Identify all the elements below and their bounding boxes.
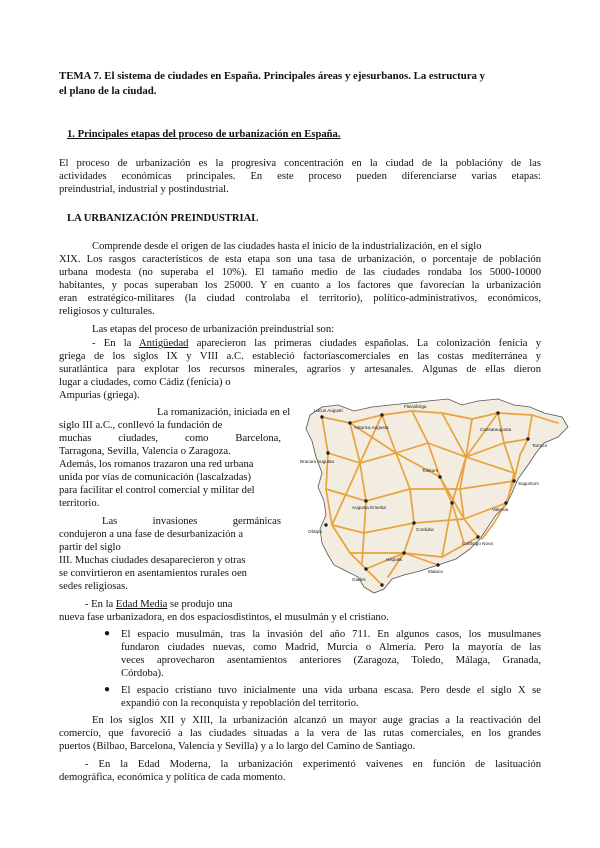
invasiones-line-2: condujeron a una fase de desurbanización a — [59, 529, 244, 540]
siglos-line-3: puertos (Bilbao, Barcelona, Valencia y Sevilla) y a lo largo del Camino de Santiago. — [59, 741, 416, 752]
p1-line-4: habitantes, y pocas superaban los 25000. Y en cuanto a los factores que favorecían la urbanización — [59, 280, 541, 291]
document-title-line-2: el plano de la ciudad. — [59, 85, 157, 97]
map-label-carthago-nova: Carthago Nova — [462, 541, 493, 546]
invasiones-line-4: III. Muchas ciudades desaparecieron y otras — [59, 555, 246, 566]
city-marker — [436, 563, 439, 566]
p1-line-2: XIX. Los rasgos característicos de esta etapa son una tasa de urbanización, o porcentaje de población — [59, 254, 541, 265]
map-label-flaviobriga: Flaviobriga — [404, 404, 427, 409]
invasiones-line-3: partir del siglo — [59, 542, 121, 553]
map-label-augusta-emerita: Augusta Emerita — [352, 505, 386, 510]
antiguedad-line-1-rest: aparecieron las primeras ciudades españolas. La colonización fenicia y — [188, 338, 541, 349]
romanizacion-line-1: La romanización, iniciada en el — [157, 407, 291, 418]
invasiones-line-1: Las invasiones germánicas — [102, 516, 281, 527]
city-marker — [512, 479, 515, 482]
bullet-1-line-1: El espacio musulmán, tras la invasión del año 711. En algunos casos, los musulmanes — [121, 629, 541, 640]
map-label-corduba: Corduba — [416, 527, 434, 532]
p1-line-5: eran estratégico-militares (la ciudad controlaba el territorio), político-administrativos, económicos, — [59, 293, 541, 304]
romanizacion-line-3: muchas ciudades, como Barcelona, — [59, 433, 281, 444]
romanizacion-line-6: unida por vías de comunicación (lascalzadas) — [59, 472, 252, 483]
map-label-tarraco: Tarraco — [532, 443, 548, 448]
map-label-asturica-augusta: Asturica Augusta — [354, 425, 389, 430]
subheading-preindustrial: LA URBANIZACIÓN PREINDUSTRIAL — [67, 213, 259, 224]
map-label-lucus-augusti: Lucus Augusti — [314, 408, 343, 413]
romanizacion-line-2: siglo III a.C., conllevó la fundación de — [59, 420, 223, 431]
antiguedad-line-2: griega de los siglos IX y VIII a.C. estableció factoríascomerciales en las costas mediterránea y — [59, 351, 541, 362]
edad-media-line-1 — [85, 598, 232, 611]
edad-media-line-1-rest: se produjo una — [167, 599, 233, 610]
document-title-line-1: TEMA 7. El sistema de ciudades en España. Principales áreas y ejesurbanos. La estructura y — [59, 70, 485, 82]
city-marker — [450, 501, 453, 504]
siglos-line-1: En los siglos XII y XIII, la urbanización alcanzó un mayor auge gracias a la reactivación del — [92, 715, 541, 726]
invasiones-line-5: se convirtieron en asentamientos rurales oen — [59, 568, 247, 579]
city-marker — [348, 421, 351, 424]
city-marker — [320, 415, 323, 418]
city-marker — [364, 499, 367, 502]
romanizacion-line-4: Tarragona, Sevilla, Valencia o Zaragoza. — [59, 446, 231, 457]
city-marker — [380, 583, 383, 586]
antiguedad-line-1 — [92, 337, 541, 350]
map-label-bracara-augusta: Bracara Augusta — [300, 459, 334, 464]
bullet-2-line-1: El espacio cristiano tuvo inicialmente una vida urbana escasa. Pero desde el siglo X se — [121, 685, 541, 696]
map-label-malaca: Malaca — [428, 569, 443, 574]
romanizacion-line-7: para facilitar el control comercial y militar del — [59, 485, 255, 496]
edad-moderna-line-1: - En la Edad Moderna, la urbanización experimentó vaivenes en función de lasituación — [85, 759, 541, 770]
edad-media-prefix: - En la — [85, 599, 116, 610]
bullet-dot: ● — [104, 628, 111, 639]
bullet-dot: ● — [104, 684, 111, 695]
intro-line-3: preindustrial, industrial y postindustrial. — [59, 184, 229, 195]
map-label-valentia: Valentia — [492, 507, 509, 512]
map-label-gades: Gades — [352, 577, 366, 582]
city-marker — [380, 413, 383, 416]
bullet-1-line-4: Córdoba). — [121, 668, 164, 679]
edad-moderna-line-2: demográfica, económica y política de cada momento. — [59, 772, 286, 783]
city-marker — [402, 551, 405, 554]
bullet-2-line-2: expandió con la reconquista y repoblación del territorio. — [121, 698, 359, 709]
bullet-1-line-3: veces aprovecharon asentamientos anteriores (Zaragoza, Toledo, Málaga, Granada, — [121, 655, 541, 666]
p1-line-6: religiosos y culturales. — [59, 306, 155, 317]
romanizacion-line-8: territorio. — [59, 498, 100, 509]
city-marker — [526, 437, 529, 440]
map-label-caesaraugusta: Caesaraugusta — [480, 427, 512, 432]
antiguedad-line-3: suratlántica para explotar los recursos minerales, agrarios y artesanales. Algunas de ellas dieron — [59, 364, 541, 375]
intro-line-1: El proceso de urbanización es la progresiva concentración en la ciudad de la poblacióny de las — [59, 158, 541, 169]
stages-intro: Las etapas del proceso de urbanización preindustrial son: — [92, 324, 335, 335]
intro-line-2: actividades económicas principales. En este proceso pueden diferenciarse varias etapas: — [59, 171, 541, 182]
city-marker — [412, 521, 415, 524]
city-marker — [438, 475, 441, 478]
edad-media-line-2: nueva fase urbanizadora, en dos espaciosdistintos, el musulmán y el cristiano. — [59, 612, 389, 623]
invasiones-line-6: sedes religiosas. — [59, 581, 128, 592]
map-label-hispalis: Hispalis — [386, 557, 403, 562]
city-marker — [496, 411, 499, 414]
city-marker — [326, 451, 329, 454]
city-marker — [476, 535, 479, 538]
p1-line-1: Comprende desde el origen de las ciudades hasta el inicio de la industrialización, en el siglo — [92, 241, 482, 252]
antiguedad-line-5: Ampurias (griega). — [59, 390, 140, 401]
city-marker — [504, 501, 507, 504]
antiguedad-term: Antigüedad — [139, 338, 189, 349]
city-marker — [364, 567, 367, 570]
map-label-saguntum: Saguntum — [518, 481, 539, 486]
map-label-toletum: Toletum — [422, 468, 439, 473]
edad-media-term: Edad Media — [115, 599, 168, 610]
roman-roads-map-svg — [292, 393, 575, 599]
city-marker — [324, 523, 327, 526]
romanizacion-line-5: Además, los romanos trazaron una red urbana — [59, 459, 254, 470]
antiguedad-prefix: - En la — [92, 338, 140, 349]
p1-line-3: urbana modesta (no superaba el 10%). El tamaño medio de las ciudades rondaba los 5000-10000 — [59, 267, 541, 278]
antiguedad-line-4: lugar a ciudades, como Cádiz (fenicia) o — [59, 377, 231, 388]
map-label-olisipo: Olisipo — [308, 529, 323, 534]
roman-roads-map — [292, 393, 575, 599]
section-heading: 1. Principales etapas del proceso de urbanización en España. — [67, 129, 341, 140]
siglos-line-2: comercio, que favoreció a las ciudades situadas a la vera de las rutas comerciales, en los grandes — [59, 728, 541, 739]
bullet-1-line-2: fundaron ciudades nuevas, como Madrid, Murcia o Almería. Pero la mayoría de las — [121, 642, 541, 653]
